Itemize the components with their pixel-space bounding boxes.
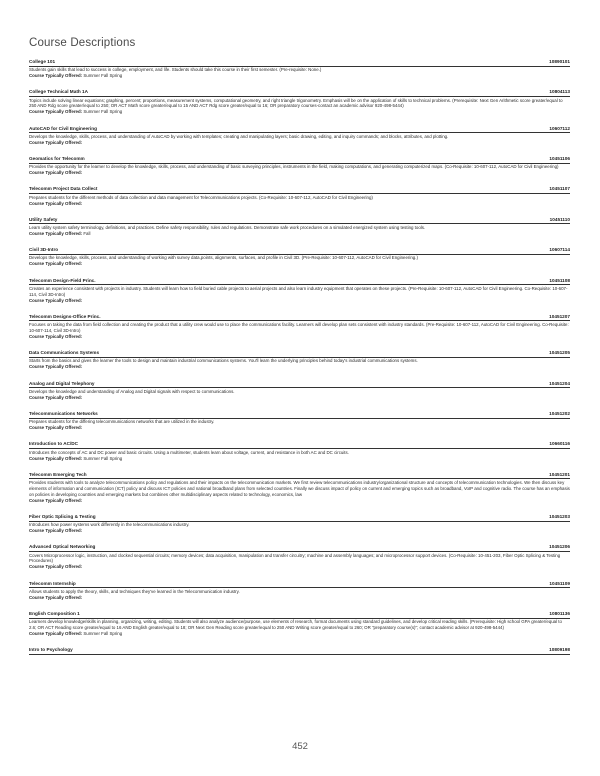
course-header [29,59,570,67]
course-header [29,247,570,255]
course-entry [29,647,570,655]
course-name: Utility Safety [29,216,58,222]
course-description: Learn utility system safety terminology, definitions, and practices. Define safety responsibility, rules and regulations. Demonstrate safe work procedures on a simulated energized system using testing tools. [29,225,426,231]
offered-label: Course Typically Offered: [29,497,83,503]
course-name: Fiber Optic Splicing & Testing [29,514,96,519]
course-name: Data Communications Systems [29,350,100,356]
course-offered [29,170,570,176]
course-description: Develops the knowledge and understanding of Analog and Digital signals with respect to communications. [29,388,235,394]
course-code: 10451108 [549,277,570,283]
course-entry [29,514,570,534]
course-header [29,314,570,322]
course-description: Develops the knowledge, skills, process, and understanding of AutoCAD by working with templates; creating and manipulating layers; basic drawing, editing, and inquiry commands; and blocks, attributes, and plotting. [29,133,449,139]
course-offered [29,498,570,504]
course-header [29,544,570,552]
course-entry [29,381,570,401]
course-offered [29,564,570,570]
course-code: 10451204 [549,380,570,386]
course-code: 10607114 [549,247,570,253]
offered-label: Course Typically Offered: [29,200,83,206]
offered-label: Course Typically Offered: [29,333,83,339]
course-offered [29,595,570,601]
offered-label: Course Typically Offered: [29,73,83,79]
course-header [29,186,570,194]
course-description: Prepares students for the different methods of data collection and data management for Telecommunications projects. (Co-Requisite: 10-607-112, AutoCAD for Civil Engineering) [29,194,373,200]
course-name: English Composition 1 [29,611,80,617]
course-name: College Technical Math 1A [29,89,89,95]
offered-label: Course Typically Offered: [29,425,83,431]
course-code: 10607112 [549,125,570,131]
course-name: Civil 3D-Intro [29,247,59,253]
course-entry [29,59,570,79]
course-name: Telecomm Project Data Collect [29,186,98,192]
course-description: Covers Microprocessor logic, instruction, and clocked sequential circuits; memory devices; data acquisition, manipulation and transfer circuitry; machine and assembly languages; and microprocessor support devices. (Co-Requisite: 10-451-203, Fiber Optic Splicing & Testing Procedures) [29,552,561,564]
course-code: 10451205 [549,350,570,356]
course-offered [29,425,570,431]
course-description: Introduces how power systems work differently in the telecommunications industry. [29,522,190,528]
course-code: 10804113 [549,89,570,95]
course-header [29,514,570,522]
course-header [29,611,570,619]
offered-label: Course Typically Offered: [29,594,83,600]
course-offered [29,261,570,267]
course-name: Analog and Digital Telephony [29,380,95,386]
course-offered [29,109,570,115]
course-header [29,581,570,589]
course-name: Telecomm Designs-Office Princ. [29,313,101,319]
course-offered [29,395,570,401]
course-description: Develops the knowledge, skills, process, and understanding of working with survey data,points, alignments, surfaces, and profile in Civil 3D. (Pre-Requisite: 10-607-112, AutoCAD for Civil Engineering.) [29,255,418,261]
course-header [29,126,570,134]
course-offered [29,528,570,534]
course-description: Allows students to apply the theory, skills, and techniques they've learned in the Telecommunication industry. [29,588,240,594]
course-code: 10660116 [549,441,570,447]
course-entry [29,217,570,237]
offered-label: Course Typically Offered: [29,455,83,461]
course-description: Topics include solving linear equations; graphing, percent; proportions, measurement systems, computational geometry, and right triangle trigonometry. Emphasis will be on the application of skills to technical problems. (Prerequisite: Next Gen Arithmetic score greater/equal to 250 AND Rdg score greater/equal to 250; OR ACT Math score greater/equal to 15 AND ACT Rdg score greater/equal to 16; OR preparatory courses-contact an academic advisor 920-498-5444) [29,97,563,109]
course-code: 10451201 [549,471,570,477]
course-header [29,647,570,655]
offered-label: Course Typically Offered: [29,170,83,176]
course-offered [29,231,570,237]
offered-label: Course Typically Offered: [29,261,83,267]
offered-label: Course Typically Offered: [29,564,83,570]
course-offered [29,298,570,304]
course-header [29,381,570,389]
course-description: Provides students with tools to analyze telecommunications policy and regulations and their impacts on the telecommunication markets. We first review telecommunications industry/organizational structure and concepts of telecommunication technologies. We then discuss key elements of information and communication (ICT) policy and discuss ICT policies and national broadband plans from selected countries. Finally we discuss impact of policy on current and emerging topics such as broadband, VoIP and cognitive radio. The course has an emphasis on policies in developing countries and emerging markets but combines other multidisciplinary aspects related to technology, economics, law [29,479,570,497]
course-code: 10451107 [549,186,570,192]
course-code: 10451110 [549,216,570,222]
course-description: Creates an experience consistent with projects in industry. Students will learn how to field buried cable projects to aerial projects and also learn industry equipment that operates on these projects. (Pre-Requisite: 10-607-112, AutoCAD for Civil Engineering. Co-Requisite: 10-607-114, Civil 3D-Intro) [29,285,568,297]
course-code: 10451106 [549,156,570,162]
course-offered [29,73,570,79]
offered-value: Summer Fall Spring [83,109,123,115]
course-entry [29,186,570,206]
course-offered [29,631,570,637]
course-header [29,89,570,97]
offered-value: Summer Fall Spring [83,73,123,79]
course-entry [29,89,570,115]
course-offered [29,201,570,207]
course-code: 10451207 [549,313,570,319]
course-description: Students gain skills that lead to success in college, employment, and life. Students should take this course in their first semester. (Pre-requisite: None.) [29,67,322,73]
course-name: Telecomm Emerging Tech [29,471,87,477]
course-entry [29,472,570,504]
offered-label: Course Typically Offered: [29,364,83,370]
course-code: 10809198 [549,647,570,653]
offered-label: Course Typically Offered: [29,631,83,637]
course-name: Advanced Optical Networking [29,544,96,550]
course-offered [29,456,570,462]
course-code: 10451203 [549,514,570,519]
course-entry [29,156,570,176]
course-description: Starts from the basics and gives the learner the tools to design and maintain industrial communications systems. You'll learn the underlying principles behind today's industrial communications systems. [29,358,418,364]
course-header [29,156,570,164]
page-number: 452 [292,741,308,752]
offered-label: Course Typically Offered: [29,528,83,534]
course-code: 10451202 [549,411,570,417]
offered-label: Course Typically Offered: [29,297,83,303]
course-name: Introduction to AC/DC [29,441,79,447]
course-entry [29,126,570,146]
course-name: Telecommunications Networks [29,411,98,417]
course-offered [29,364,570,370]
course-description: Learners develop knowledge/skills in planning, organizing, writing, editing. Students will also analyze audience/purpose, use elements of research, format documents using standard guidelines, and develop critical reading skills. (Prerequisite: High school GPA greater/equal to 2.6; OR ACT Reading score greater/equal to 16 AND English greater/equal to 18; OR Next Gen Reading score greater/equal to 250 AND Writing score greater/equal to 260; OR "preparatory course(s)"; contact academic advisor at 920-498-5444) [29,619,562,631]
offered-label: Course Typically Offered: [29,109,83,115]
course-description: Provides the opportunity for the learner to develop the knowledge, skills, process, and understanding of basic surveying principles, instruments in the field, making computations, and generating computerized maps. (Co-Requisite: 10-607-112, AutoCAD for Civil Engineering) [29,164,559,170]
course-name: College 101 [29,59,56,64]
course-name: Telecomm Internship [29,580,76,586]
course-code: 10451109 [549,580,570,586]
course-description: Introduces the concepts of AC and DC power and basic circuits. Using a multimeter, students learn about voltage, current, and resistance in both AC and DC circuits. [29,449,349,455]
course-name: Intro to Psychology [29,647,73,653]
course-entry [29,350,570,370]
course-header [29,411,570,419]
course-entry [29,441,570,461]
course-entry [29,247,570,267]
course-description: Prepares students for the differing telecommunications networks that are utilized in the industry. [29,419,215,425]
course-name: AutoCAD for Civil Engineering [29,125,97,131]
offered-value: Summer Fall Spring [83,455,123,461]
course-header [29,472,570,480]
offered-label: Course Typically Offered: [29,139,83,145]
course-entry [29,411,570,431]
page-title: Course Descriptions [29,37,136,49]
course-header [29,441,570,449]
course-entry [29,581,570,601]
course-code: 10890101 [549,59,570,64]
course-offered [29,140,570,146]
offered-label: Course Typically Offered: [29,230,83,236]
course-entry [29,278,570,304]
course-description: Focuses on taking the data from field collection and creating the product that a utility crew would use to place the communications facility. Learners will develop plan sets consistent with industry standards. (Pre-Requisite: 10-607-112, AutoCAD for Civil Engineering. Co-Requisite: 10-607-114, Civil 3D-Intro) [29,322,569,334]
course-entry [29,611,570,637]
course-entry [29,314,570,340]
course-header [29,278,570,286]
course-header [29,217,570,225]
course-entry [29,544,570,570]
course-offered [29,334,570,340]
course-name: Telecomm Design-Field Princ. [29,277,96,283]
offered-value: Fall [83,230,91,236]
course-code: 10801136 [549,611,570,617]
course-name: Geomatics for Telecomm [29,156,85,162]
course-list [29,59,570,665]
course-code: 10451206 [549,544,570,550]
offered-value: Summer Fall Spring [83,631,123,637]
offered-label: Course Typically Offered: [29,394,83,400]
course-header [29,350,570,358]
